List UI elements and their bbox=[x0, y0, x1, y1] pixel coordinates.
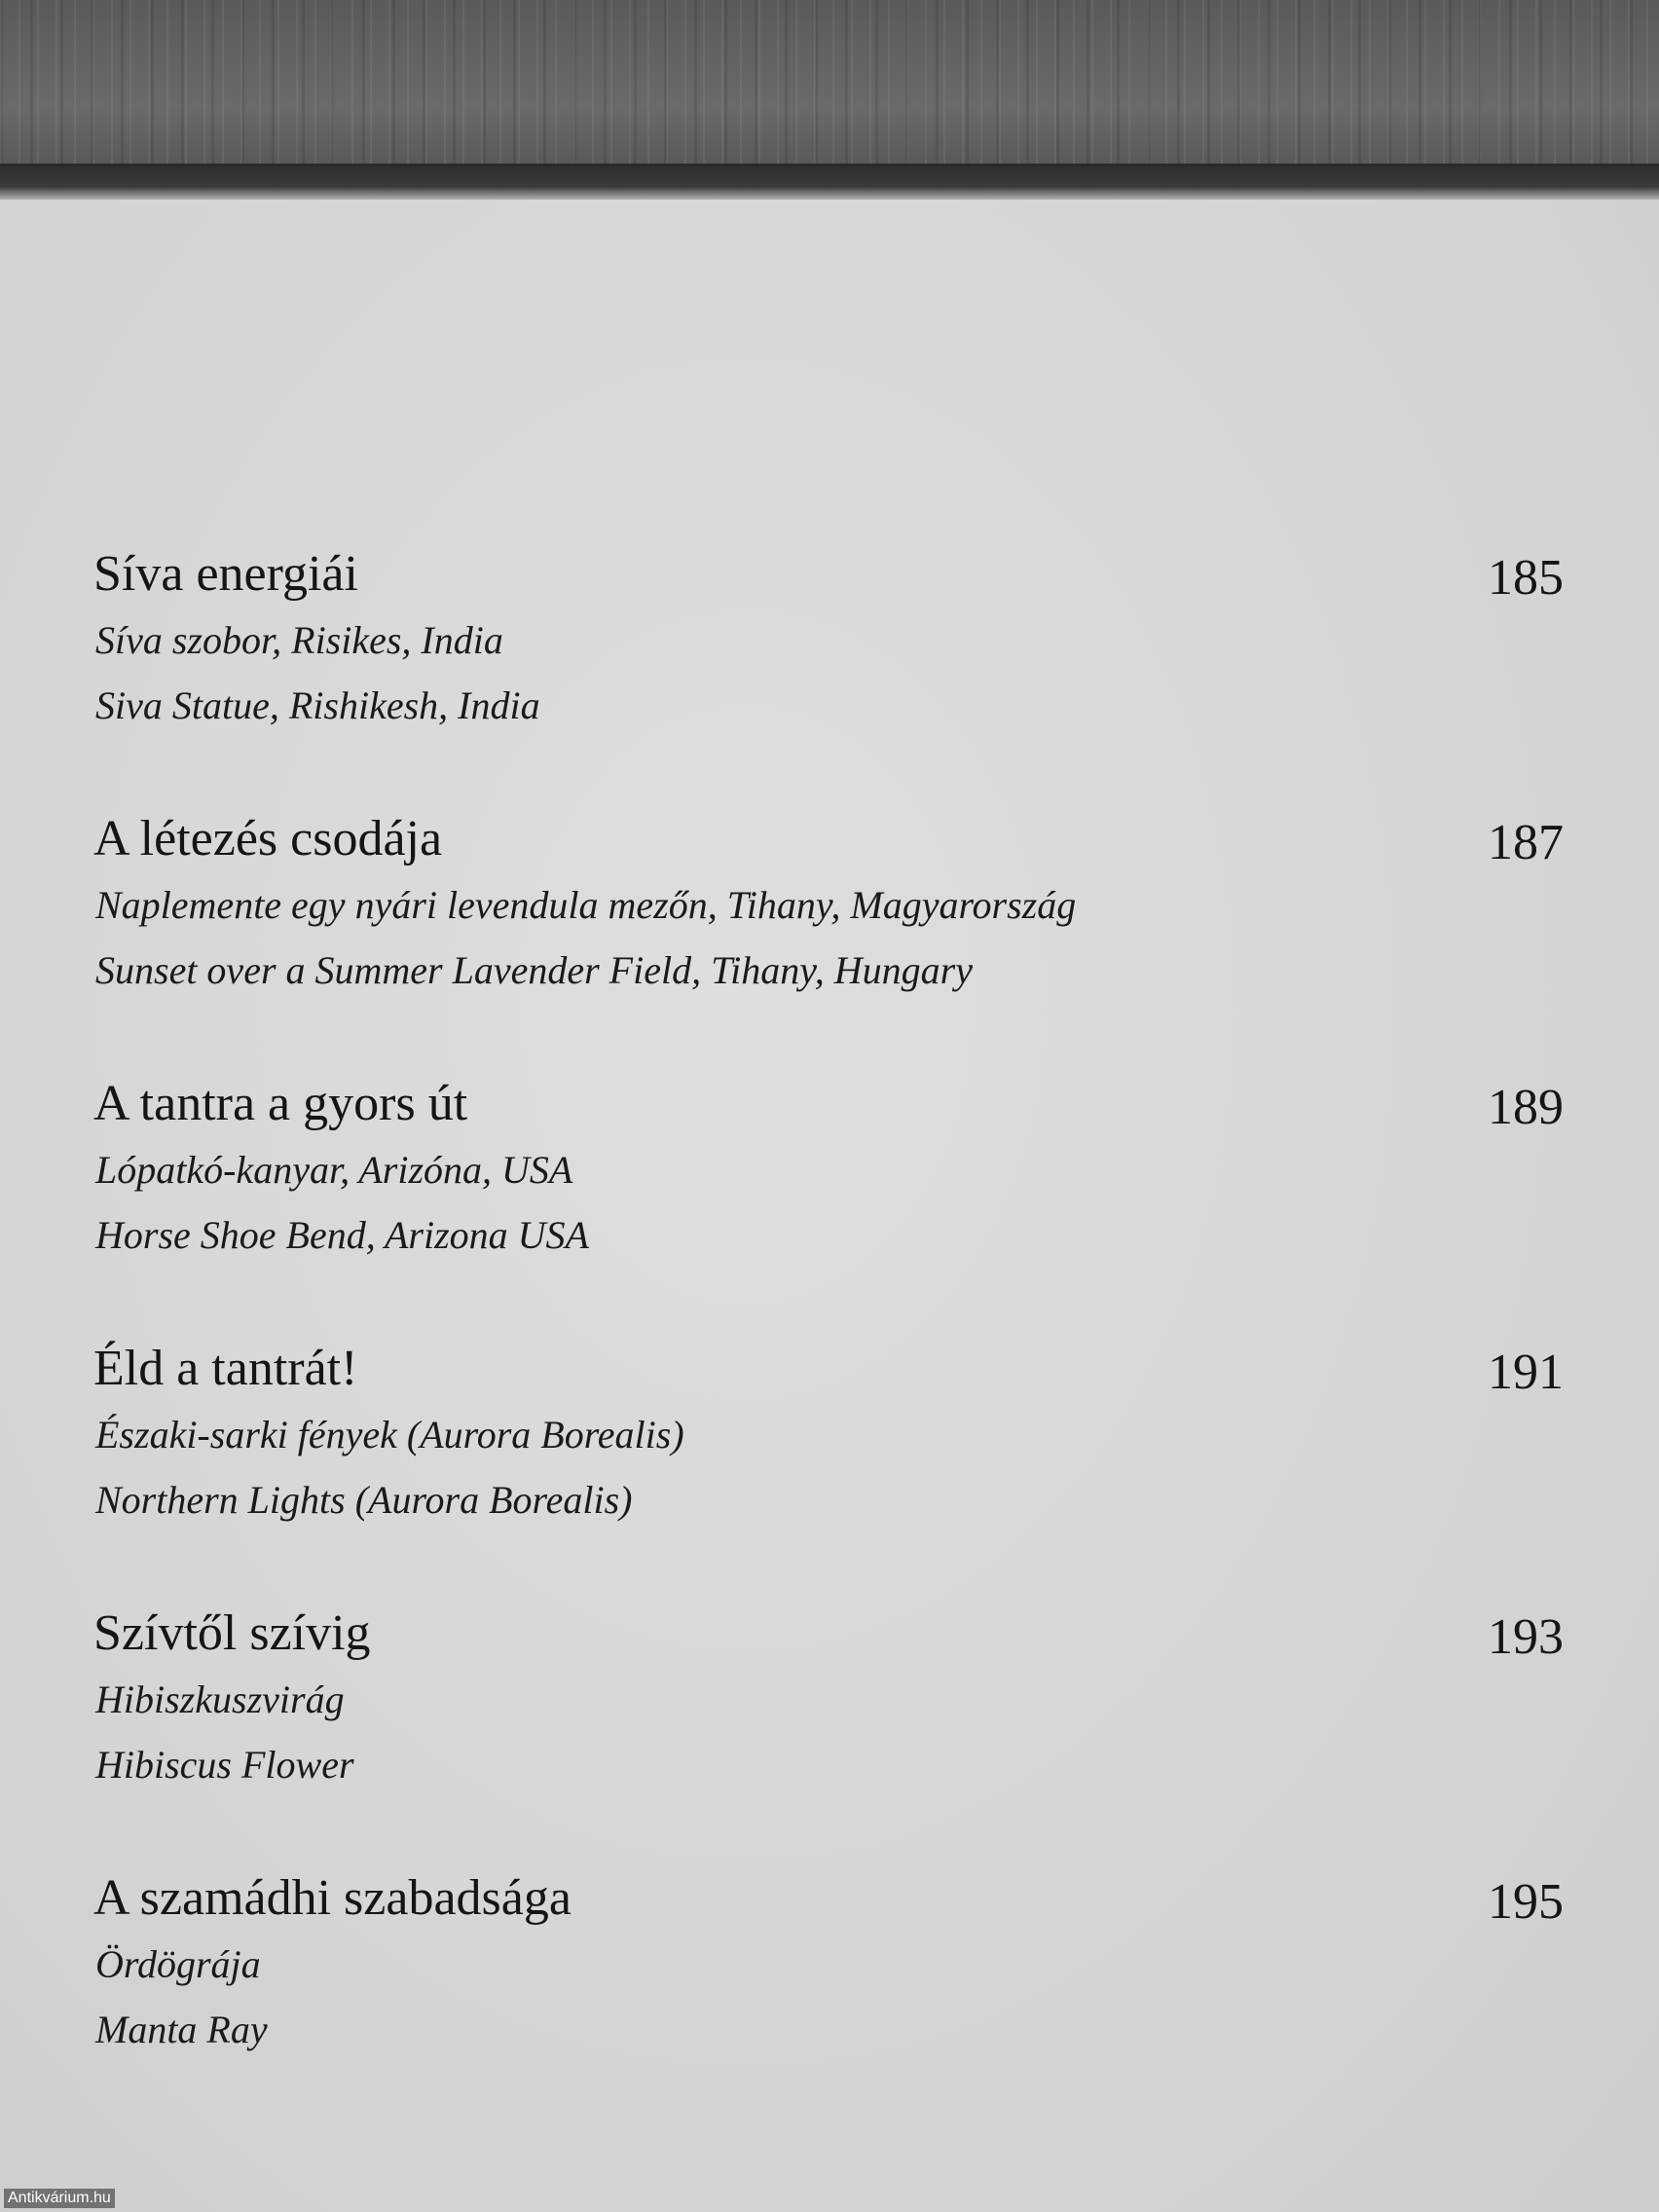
toc-entry bbox=[93, 810, 1564, 1075]
toc-caption-english: Horse Shoe Bend, Arizona USA bbox=[95, 1213, 589, 1257]
toc-page-number: 187 bbox=[1488, 815, 1564, 870]
toc-title: Síva energiái bbox=[93, 546, 358, 602]
watermark: Antikvárium.hu bbox=[4, 2189, 115, 2208]
toc-caption-hungarian: Ördögrája bbox=[95, 1942, 261, 1986]
book-page bbox=[0, 200, 1659, 2212]
toc-caption-english: Hibiscus Flower bbox=[95, 1743, 354, 1787]
toc-caption-hungarian: Északi-sarki fények (Aurora Borealis) bbox=[95, 1413, 684, 1456]
toc-title: Szívtől szívig bbox=[93, 1605, 371, 1661]
toc-entry bbox=[93, 1604, 1564, 1869]
toc-caption-hungarian: Hibiszkuszvirág bbox=[95, 1677, 345, 1721]
toc-title: A szamádhi szabadsága bbox=[93, 1870, 571, 1926]
toc-page-number: 191 bbox=[1488, 1345, 1564, 1400]
toc-page-number: 193 bbox=[1488, 1609, 1564, 1665]
toc-caption-english: Manta Ray bbox=[95, 2008, 268, 2051]
toc-caption-hungarian: Lópatkó-kanyar, Arizóna, USA bbox=[95, 1148, 573, 1192]
toc-title: Éld a tantrát! bbox=[93, 1341, 358, 1396]
toc-entry bbox=[93, 545, 1564, 810]
toc-page-number: 185 bbox=[1488, 550, 1564, 606]
toc-caption-english: Siva Statue, Rishikesh, India bbox=[95, 683, 540, 727]
toc-entry bbox=[93, 1869, 1564, 2134]
toc-title: A létezés csodája bbox=[93, 811, 443, 866]
toc-caption-hungarian: Naplemente egy nyári levendula mezőn, Tihany, Magyarország bbox=[95, 883, 1077, 927]
toc-page-number: 195 bbox=[1488, 1874, 1564, 1930]
toc-entry bbox=[93, 1075, 1564, 1340]
toc-entry bbox=[93, 1340, 1564, 1604]
toc-caption-english: Sunset over a Summer Lavender Field, Tihany, Hungary bbox=[95, 948, 973, 992]
toc-title: A tantra a gyors út bbox=[93, 1076, 468, 1131]
toc-page-number: 189 bbox=[1488, 1080, 1564, 1135]
table-of-contents bbox=[93, 545, 1564, 2134]
toc-caption-hungarian: Síva szobor, Risikes, India bbox=[95, 618, 503, 662]
toc-caption-english: Northern Lights (Aurora Borealis) bbox=[95, 1478, 633, 1522]
page-edge bbox=[0, 164, 1659, 203]
